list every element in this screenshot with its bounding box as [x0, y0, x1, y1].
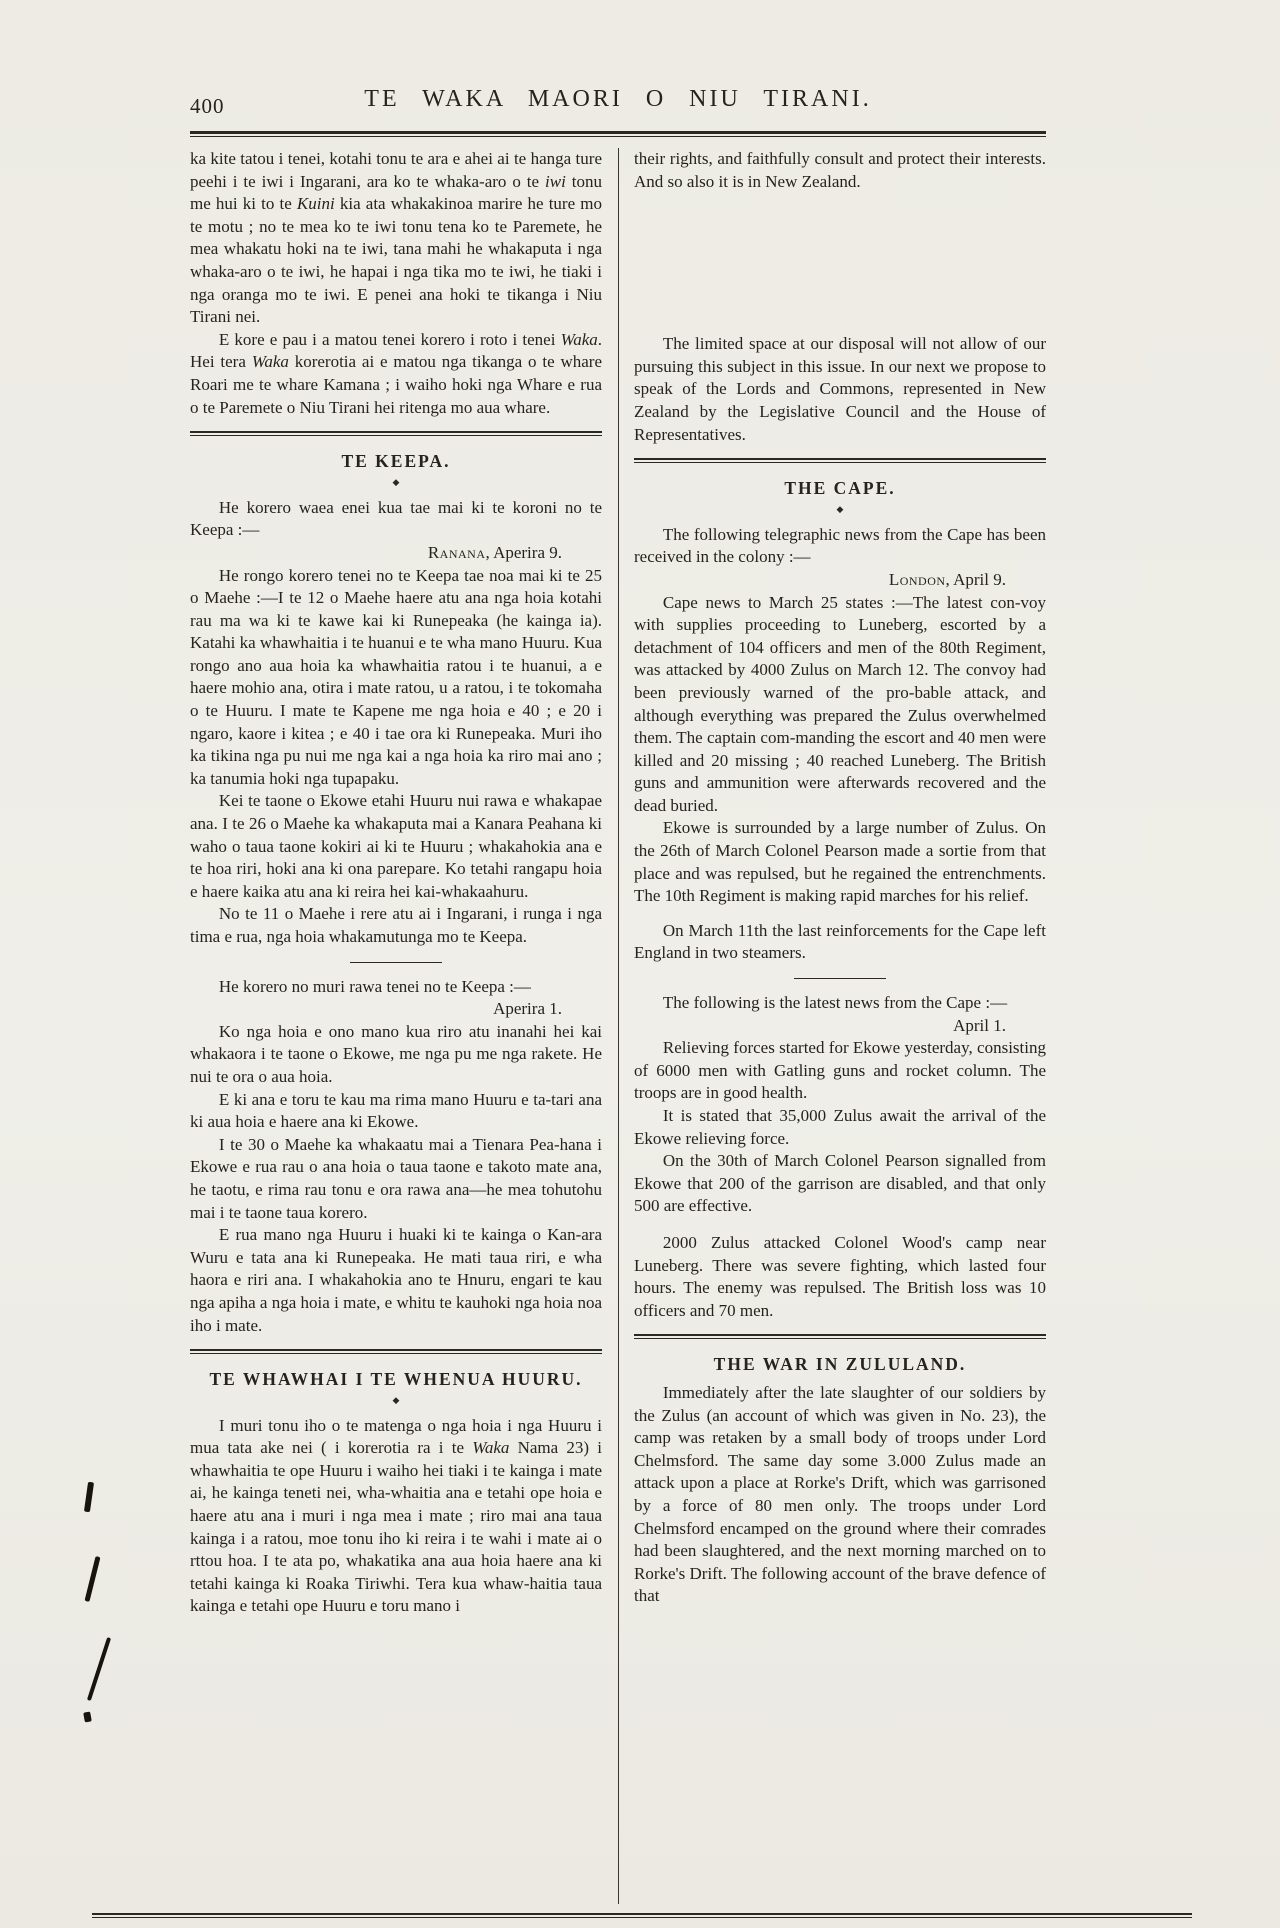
paragraph: their rights, and faithfully consult and protect their interests. And so also it is in New Zealand.	[634, 149, 1046, 191]
page-header	[190, 86, 1046, 126]
scan-artifact	[87, 1637, 111, 1701]
spacer	[634, 1218, 1046, 1232]
scan-artifact	[85, 1556, 101, 1602]
paragraph: The following is the latest news from the Cape :—	[662, 993, 1008, 1013]
scan-artifact	[84, 1482, 94, 1513]
divider-rule	[794, 978, 886, 979]
paragraph: Ekowe is surrounded by a large number of Zulus. On the 26th of March Colonel Pearson made a sortie from that place and was repulsed, but he regained the entrenchments. The 10th Regiment is making rapid marches for his relief.	[634, 818, 1046, 906]
dateline-date: April 1.	[953, 1015, 1006, 1035]
section-ornament-icon: ◆	[392, 476, 400, 487]
dateline	[634, 569, 1046, 592]
section-heading: THE CAPE.	[784, 478, 896, 499]
spacer	[634, 193, 1046, 333]
divider-rule	[350, 962, 442, 963]
section-rule	[190, 431, 602, 436]
dateline-date: , Aperira 9.	[485, 542, 562, 562]
paragraph: He korero waea enei kua tae mai ki te koroni no te Keepa :—	[190, 497, 602, 540]
scan-artifact	[83, 1711, 92, 1722]
paragraph: It is stated that 35,000 Zulus await the arrival of the Ekowe relieving force.	[634, 1106, 1046, 1148]
dateline-place: London	[888, 569, 946, 589]
column-divider	[618, 148, 619, 1904]
section-ornament-icon: ◆	[392, 1394, 400, 1405]
dateline	[634, 1015, 1046, 1038]
dateline	[190, 542, 602, 565]
dateline-date: , April 9.	[945, 569, 1006, 589]
paragraph: Relieving forces started for Ekowe yesterday, consisting of 6000 men with Gatling guns and rocket column. The troops are in good health.	[634, 1038, 1046, 1103]
paragraph: Ko nga hoia e ono mano kua riro atu inanahi hei kai whakaora i te taone o Ekowe, me nga pu me nga rakete. He nui te ora o aua hoia.	[190, 1021, 602, 1086]
paragraph: On the 30th of March Colonel Pearson signalled from Ekowe that 200 of the garrison are disabled, and that only 500 are effective.	[634, 1151, 1046, 1216]
paragraph: Cape news to March 25 states :—The latest con-voy with supplies proceeding to Luneberg, escorted by a detachment of 104 officers and men of the 80th Regiment, was attacked by 4000 Zulus on March 12. The convoy had been previously warned of the pro-bable attack, and although everything was prepared the Zulus overwhelmed them. The captain com-manding the escort and 40 men were killed and 20 missing ; 40 reached Luneberg. The British guns and ammunition were afterwards recovered and the dead buried.	[634, 592, 1046, 815]
paragraph: E ki ana e toru te kau ma rima mano Huuru e ta-tari ana ki aua hoia e haere ana ki Ekowe.	[190, 1089, 602, 1132]
section-rule	[634, 458, 1046, 463]
paragraph: E kore e pau i a matou tenei korero i roto i tenei Waka. Hei tera Waka korerotia ai e matou nga tikanga o te whare Roari me te whare Kamana ; i waiho hoki nga Whare e rua o te Paremete o Niu Tirani hei ritenga mo aua whare.	[190, 329, 603, 417]
paragraph: No te 11 o Maehe i rere atu ai i Ingarani, i runga i nga tima e rua, nga hoia whakamutunga mo te Keepa.	[190, 904, 602, 946]
section-heading: THE WAR IN ZULULAND.	[713, 1354, 967, 1375]
paragraph: He rongo korero tenei no te Keepa tae noa mai ki te 25 o Maehe :—I te 12 o Maehe haere atu ana nga hoia kotahi rau ma wa ki te kawe kai ki Runepeaka (he kainga ia). Katahi ka whawhaitia i te huanui e te wha mano Huuru. Kua rongo ano aua hoia ka whawhaitia ratou i te huanui, a e haere mohio ana, otira i mate ratou, u a ratou, i te tokomaha o te Huuru. I mate te Kapene me nga hoia e 40 ; e 20 i ngaro, kaore i kitea ; e 40 i tae ora ki Runepeaka. Muri iho ka tikina nga pu nui me nga kai a nga hoia ka riro mai ano ; ka tanumia hoki nga tupapaku.	[190, 565, 602, 788]
section-rule	[190, 1349, 602, 1354]
paragraph: The following telegraphic news from the Cape has been received in the colony :—	[634, 524, 1046, 567]
section-heading: TE WHAWHAI I TE WHENUA HUURU.	[209, 1369, 583, 1390]
dateline	[190, 998, 602, 1021]
bottom-rule	[92, 1913, 1192, 1918]
paragraph: The limited space at our disposal will not allow of our pursuing this subject in this issue. In our next we propose to speak of the Lords and Commons, represented in New Zealand by the Legislative Council and the House of Representatives.	[634, 334, 1046, 444]
dateline-place: Ranana	[427, 542, 486, 562]
header-rule	[190, 131, 1046, 137]
paragraph: I muri tonu iho o te matenga o nga hoia i nga Huuru i mua tata ake nei ( i korerotia ra i te Waka Nama 23) i whawhaitia te ope Huuru i waiho hei tiaki i te kainga i mate ai, he kainga teneti nei, wha-whaitia ana e tetahi ope hoia e haere atu ana i muri i nga mea i mate ; riro mai ana taua kainga i a ratou, moe tonu iho ki reira i te wahi i mate ai o rttou hoa. I te ata po, whakatika ana aua hoia haere ana ki tetahi kainga ki Roaka Tiriwhi. Tera kua whaw-haitia taua kainga e tetahi ope Huuru e toru mano i	[190, 1415, 603, 1616]
dateline-date: Aperira 1.	[493, 999, 562, 1019]
section-header	[190, 1349, 602, 1405]
section-header	[634, 458, 1046, 514]
page-title: TE WAKA MAORI O NIU TIRANI.	[364, 86, 872, 112]
paragraph: Immediately after the late slaughter of our soldiers by the Zulus (an account of which was given in No. 23), the camp was retaken by a small body of troops under Lord Chelmsford. The same day some 3.000 Zulus made an attack upon a place at Rorke's Drift, which was garrisoned by a force of 80 men only. The troops under Lord Chelmsford encamped on the ground where their comrades had been slaughtered, and the next morning marched on to Rorke's Drift. The following account of the brave defence of that	[634, 1382, 1046, 1606]
paragraph: E rua mano nga Huuru i huaki ki te kainga o Kan-ara Wuru e tata ana ki Runepeaka. He mati taua riri, e wha haora e riri ana. I whakahokia ano te Hnuru, engari te kau nga apiha a nga hoia i mate, e whitu te kauhoki nga hoia noa iho i mate.	[190, 1225, 602, 1335]
columns	[190, 148, 1046, 1904]
paragraph: Kei te taone o Ekowe etahi Huuru nui rawa e whakapae ana. I te 26 o Maehe ka whakaputa mai a Kanara Peahana ki waho o taua taone kokiri ai ki te Huuru ; whakahokia ana e te hoa riri, hoki ana ki ona parepare. Ko tetahi rangapu hoia e haere kaika atu ana ki reira hei kai-whakaahuru.	[190, 791, 602, 901]
section-rule	[634, 1334, 1046, 1339]
section-header	[634, 1334, 1046, 1376]
section-header	[190, 431, 602, 487]
spacer	[634, 908, 1046, 920]
paragraph: He korero no muri rawa tenei no te Keepa :—	[218, 976, 531, 996]
page-number: 400	[190, 94, 225, 118]
paragraph: 2000 Zulus attacked Colonel Wood's camp near Luneberg. There was severe fighting, which lasted four hours. The enemy was repulsed. The British loss was 10 officers and 70 men.	[634, 1232, 1046, 1320]
section-ornament-icon: ◆	[836, 503, 844, 514]
paragraph: On March 11th the last reinforcements for the Cape left England in two steamers.	[634, 920, 1046, 963]
right-column	[634, 148, 1046, 1904]
left-column	[190, 148, 602, 1904]
paragraph: I te 30 o Maehe ka whakaatu mai a Tienara Pea-hana i Ekowe e rua rau o ana hoia o taua taone e takoto mate ana, he taotu, e rima rau tonu e ora rawa ana—he mea tohutohu mai i te taone taua korero.	[190, 1134, 602, 1222]
section-heading: TE KEEPA.	[341, 451, 451, 472]
paragraph: ka kite tatou i tenei, kotahi tonu te ara e ahei ai te hanga ture peehi i te iwi i Ingarani, ara ko te whaka-aro o te iwi tonu me hui ki to te Kuini kia ata whakakinoa marire he ture mo te motu ; no te mea ko te iwi tonu tena ko te Paremete, he mea whakatu hoki na te iwi, tana mahi he whakaputa i nga whaka-aro o te iwi, he hapai i nga tika mo te iwi, he tiaki i nga oranga mo te iwi. E penei ana hoki te tikanga i Niu Tirani nei.	[190, 149, 602, 327]
